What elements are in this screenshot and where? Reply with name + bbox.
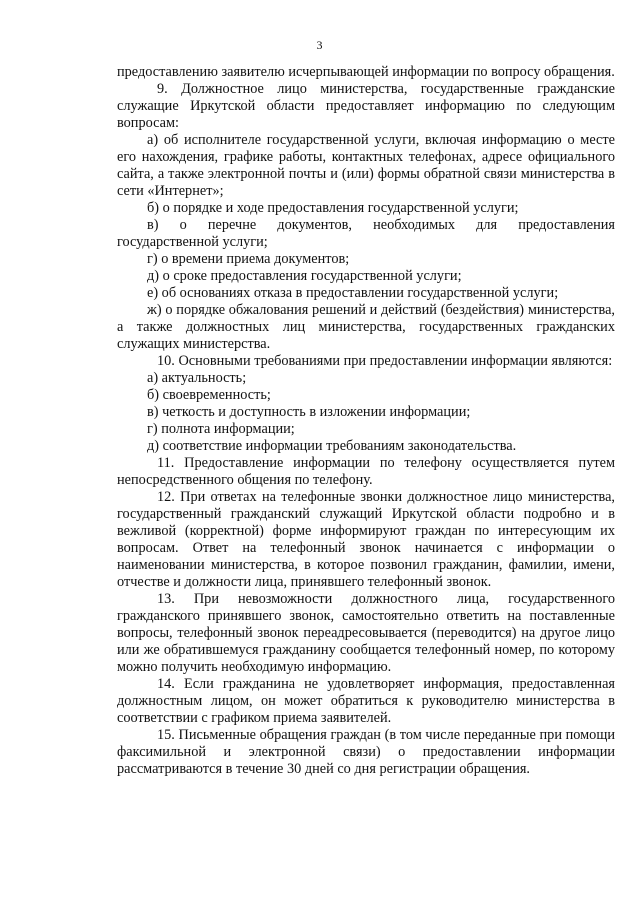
paragraph-9: 9. Должностное лицо министерства, государственные гражданские служащие Иркутской области предоставляет информацию по следующим вопросам: bbox=[117, 81, 615, 131]
list-item-9v: в) о перечне документов, необходимых для предоставления государственной услуги; bbox=[117, 217, 615, 250]
list-item-9e: е) об основаниях отказа в предоставлении государственной услуги; bbox=[147, 285, 559, 301]
list-item-9d: д) о сроке предоставления государственной услуги; bbox=[147, 268, 462, 284]
list-item-10v: в) четкость и доступность в изложении информации; bbox=[147, 404, 471, 420]
paragraph-11: 11. Предоставление информации по телефону осуществляется путем непосредственного общения по телефону. bbox=[117, 455, 615, 488]
list-item-10d: д) соответствие информации требованиям законодательства. bbox=[147, 438, 517, 454]
list-item-9g: г) о времени приема документов; bbox=[147, 251, 350, 267]
list-item-9b: б) о порядке и ходе предоставления государственной услуги; bbox=[147, 200, 519, 216]
list-item-9a: а) об исполнителе государственной услуги, включая информацию о месте его нахождения, графике работы, контактных телефонах, адресе официального сайта, а также электронной почты и (или) формы обратной связи министерства в сети «Интернет»; bbox=[117, 132, 615, 199]
paragraph-12: 12. При ответах на телефонные звонки должностное лицо министерства, государственный гражданский служащий Иркутской области подробно и в вежливой (корректной) форме информируют граждан по интересующим их вопросам. Ответ на телефонный звонок начинается с информации о наименовании министерства, в которое позвонил гражданин, фамилии, имени, отчестве и должности лица, принявшего телефонный звонок. bbox=[117, 489, 615, 590]
list-item-10a: а) актуальность; bbox=[147, 370, 247, 386]
paragraph-14: 14. Если гражданина не удовлетворяет информация, предоставленная должностным лицом, он может обратиться к руководителю министерства в соответствии с графиком приема заявителей. bbox=[117, 676, 615, 726]
document-body bbox=[117, 64, 615, 778]
list-item-10b: б) своевременность; bbox=[147, 387, 271, 403]
list-item-9zh: ж) о порядке обжалования решений и действий (бездействия) министерства, а также должностных лиц министерства, государственных гражданских служащих министерства. bbox=[117, 302, 615, 352]
paragraph-10: 10. Основными требованиями при предоставлении информации являются: bbox=[157, 353, 613, 369]
paragraph-15: 15. Письменные обращения граждан (в том числе переданные при помощи факсимильной и электронной связи) о предоставлении информации рассматриваются в течение 30 дней со дня регистрации обращения. bbox=[117, 727, 615, 777]
paragraph-13: 13. При невозможности должностного лица, государственного гражданского принявшего звонок, самостоятельно ответить на поставленные вопросы, телефонный звонок переадресовывается (переводится) на другое лицо или же обратившемуся гражданину сообщается телефонный номер, по которому можно получить необходимую информацию. bbox=[117, 591, 615, 675]
list-item-10g: г) полнота информации; bbox=[147, 421, 295, 437]
page-number: 3 bbox=[316, 38, 323, 52]
paragraph-continuation: предоставлению заявителю исчерпывающей информации по вопросу обращения. bbox=[117, 64, 615, 80]
